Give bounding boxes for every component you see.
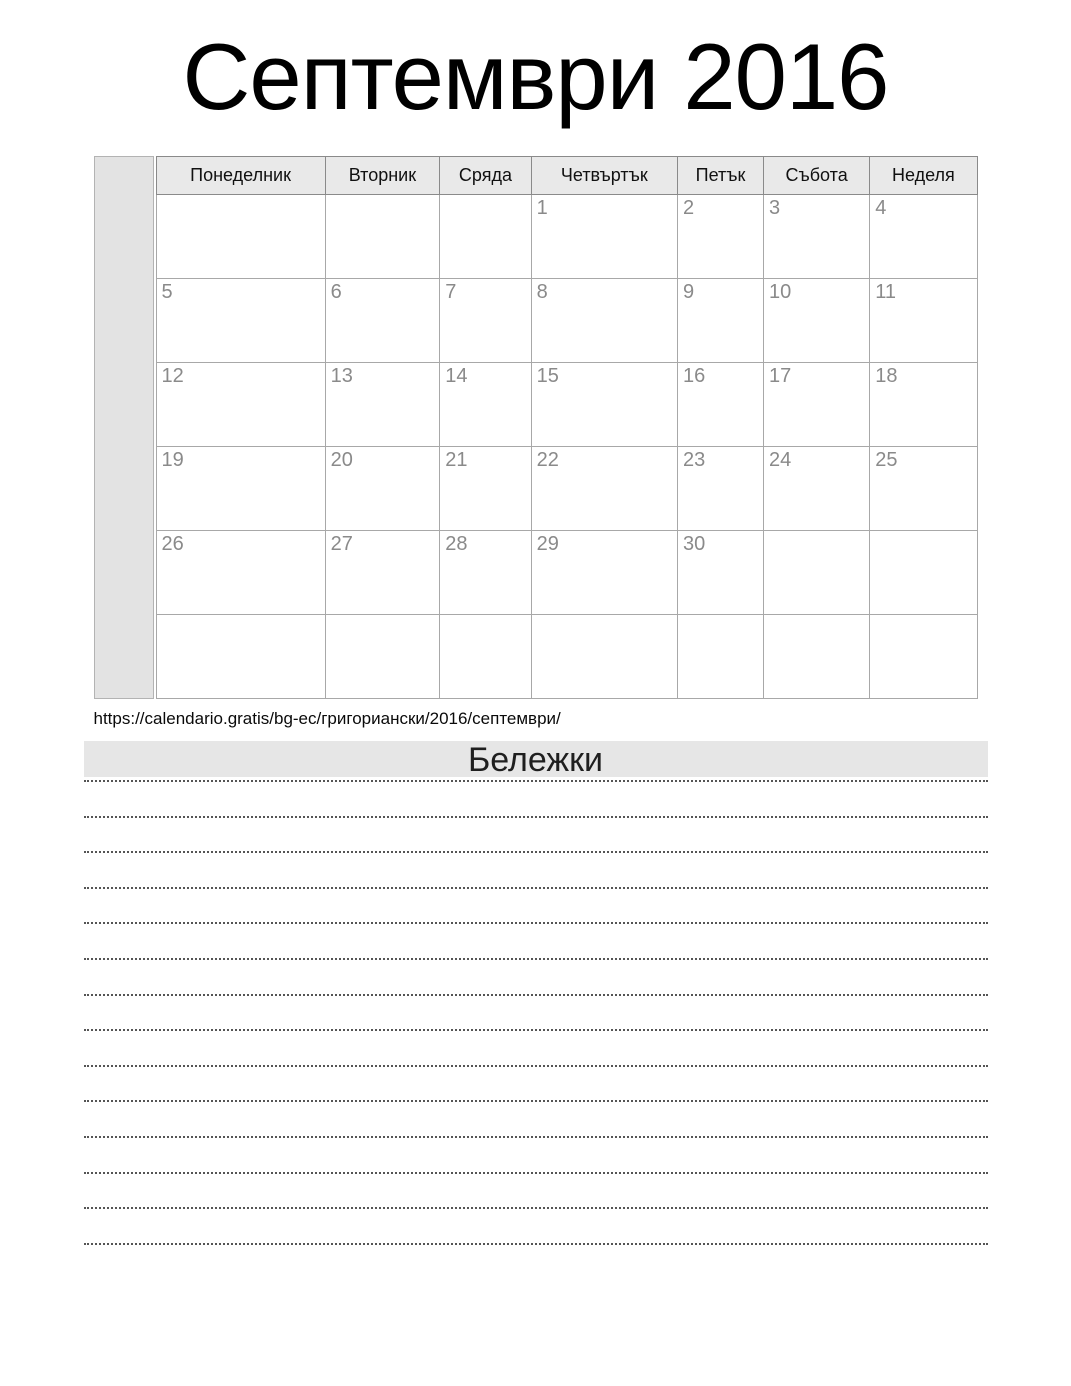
- empty-day-cell: [440, 615, 531, 699]
- empty-day-cell: [531, 615, 677, 699]
- notes-lines: [84, 782, 988, 1245]
- day-cell-30: 30: [678, 531, 764, 615]
- notes-section: [84, 741, 988, 1245]
- day-cell-2: 2: [678, 195, 764, 279]
- day-cell-18: 18: [870, 363, 977, 447]
- note-line: [84, 996, 988, 1032]
- day-cell-21: 21: [440, 447, 531, 531]
- empty-day-cell: [763, 615, 869, 699]
- week-row: [156, 447, 977, 531]
- notes-title: [84, 741, 988, 782]
- day-cell-10: 10: [763, 279, 869, 363]
- day-cell-26: 26: [156, 531, 325, 615]
- day-cell-24: 24: [763, 447, 869, 531]
- calendar: [94, 156, 978, 699]
- day-cell-20: 20: [325, 447, 440, 531]
- empty-day-cell: [325, 195, 440, 279]
- day-header-monday: Понеделник: [156, 157, 325, 195]
- source-url-link[interactable]: https://calendario.gratis/bg-ec/григориански/2016/септември/: [93, 709, 561, 728]
- empty-day-cell: [156, 195, 325, 279]
- day-cell-7: 7: [440, 279, 531, 363]
- day-cell-17: 17: [763, 363, 869, 447]
- day-header-thursday: Четвъртък: [531, 157, 677, 195]
- day-cell-4: 4: [870, 195, 977, 279]
- day-cell-14: 14: [440, 363, 531, 447]
- note-line: [84, 853, 988, 889]
- day-cell-27: 27: [325, 531, 440, 615]
- day-cell-9: 9: [678, 279, 764, 363]
- day-cell-23: 23: [678, 447, 764, 531]
- calendar-sidebar: [94, 156, 154, 699]
- day-header-saturday: Събота: [763, 157, 869, 195]
- empty-day-cell: [678, 615, 764, 699]
- note-line: [84, 818, 988, 854]
- empty-day-cell: [156, 615, 325, 699]
- empty-day-cell: [870, 531, 977, 615]
- day-cell-16: 16: [678, 363, 764, 447]
- day-cell-12: 12: [156, 363, 325, 447]
- day-cell-6: 6: [325, 279, 440, 363]
- day-cell-15: 15: [531, 363, 677, 447]
- empty-day-cell: [870, 615, 977, 699]
- day-cell-28: 28: [440, 531, 531, 615]
- empty-day-cell: [763, 531, 869, 615]
- week-row: [156, 615, 977, 699]
- note-line: [84, 1067, 988, 1103]
- calendar-table: [156, 156, 978, 699]
- day-cell-29: 29: [531, 531, 677, 615]
- day-cell-22: 22: [531, 447, 677, 531]
- week-row: [156, 195, 977, 279]
- day-header-wednesday: Сряда: [440, 157, 531, 195]
- day-header-tuesday: Вторник: [325, 157, 440, 195]
- day-cell-11: 11: [870, 279, 977, 363]
- note-line: [84, 889, 988, 925]
- day-cell-8: 8: [531, 279, 677, 363]
- day-cell-19: 19: [156, 447, 325, 531]
- day-cell-5: 5: [156, 279, 325, 363]
- day-header-sunday: Неделя: [870, 157, 977, 195]
- weekday-header-row: [156, 157, 977, 195]
- note-line: [84, 1031, 988, 1067]
- day-cell-1: 1: [531, 195, 677, 279]
- page-title: Септември 2016: [182, 24, 889, 129]
- day-cell-25: 25: [870, 447, 977, 531]
- week-row: [156, 363, 977, 447]
- note-line: [84, 1102, 988, 1138]
- notes-title-label: Бележки: [467, 741, 604, 779]
- note-line: [84, 1209, 988, 1245]
- note-line: [84, 924, 988, 960]
- note-line: [84, 1174, 988, 1210]
- week-row: [156, 279, 977, 363]
- note-line: [84, 1138, 988, 1174]
- empty-day-cell: [440, 195, 531, 279]
- day-cell-3: 3: [763, 195, 869, 279]
- note-line: [84, 960, 988, 996]
- empty-day-cell: [325, 615, 440, 699]
- note-line: [84, 782, 988, 818]
- day-cell-13: 13: [325, 363, 440, 447]
- week-row: [156, 531, 977, 615]
- day-header-friday: Петък: [678, 157, 764, 195]
